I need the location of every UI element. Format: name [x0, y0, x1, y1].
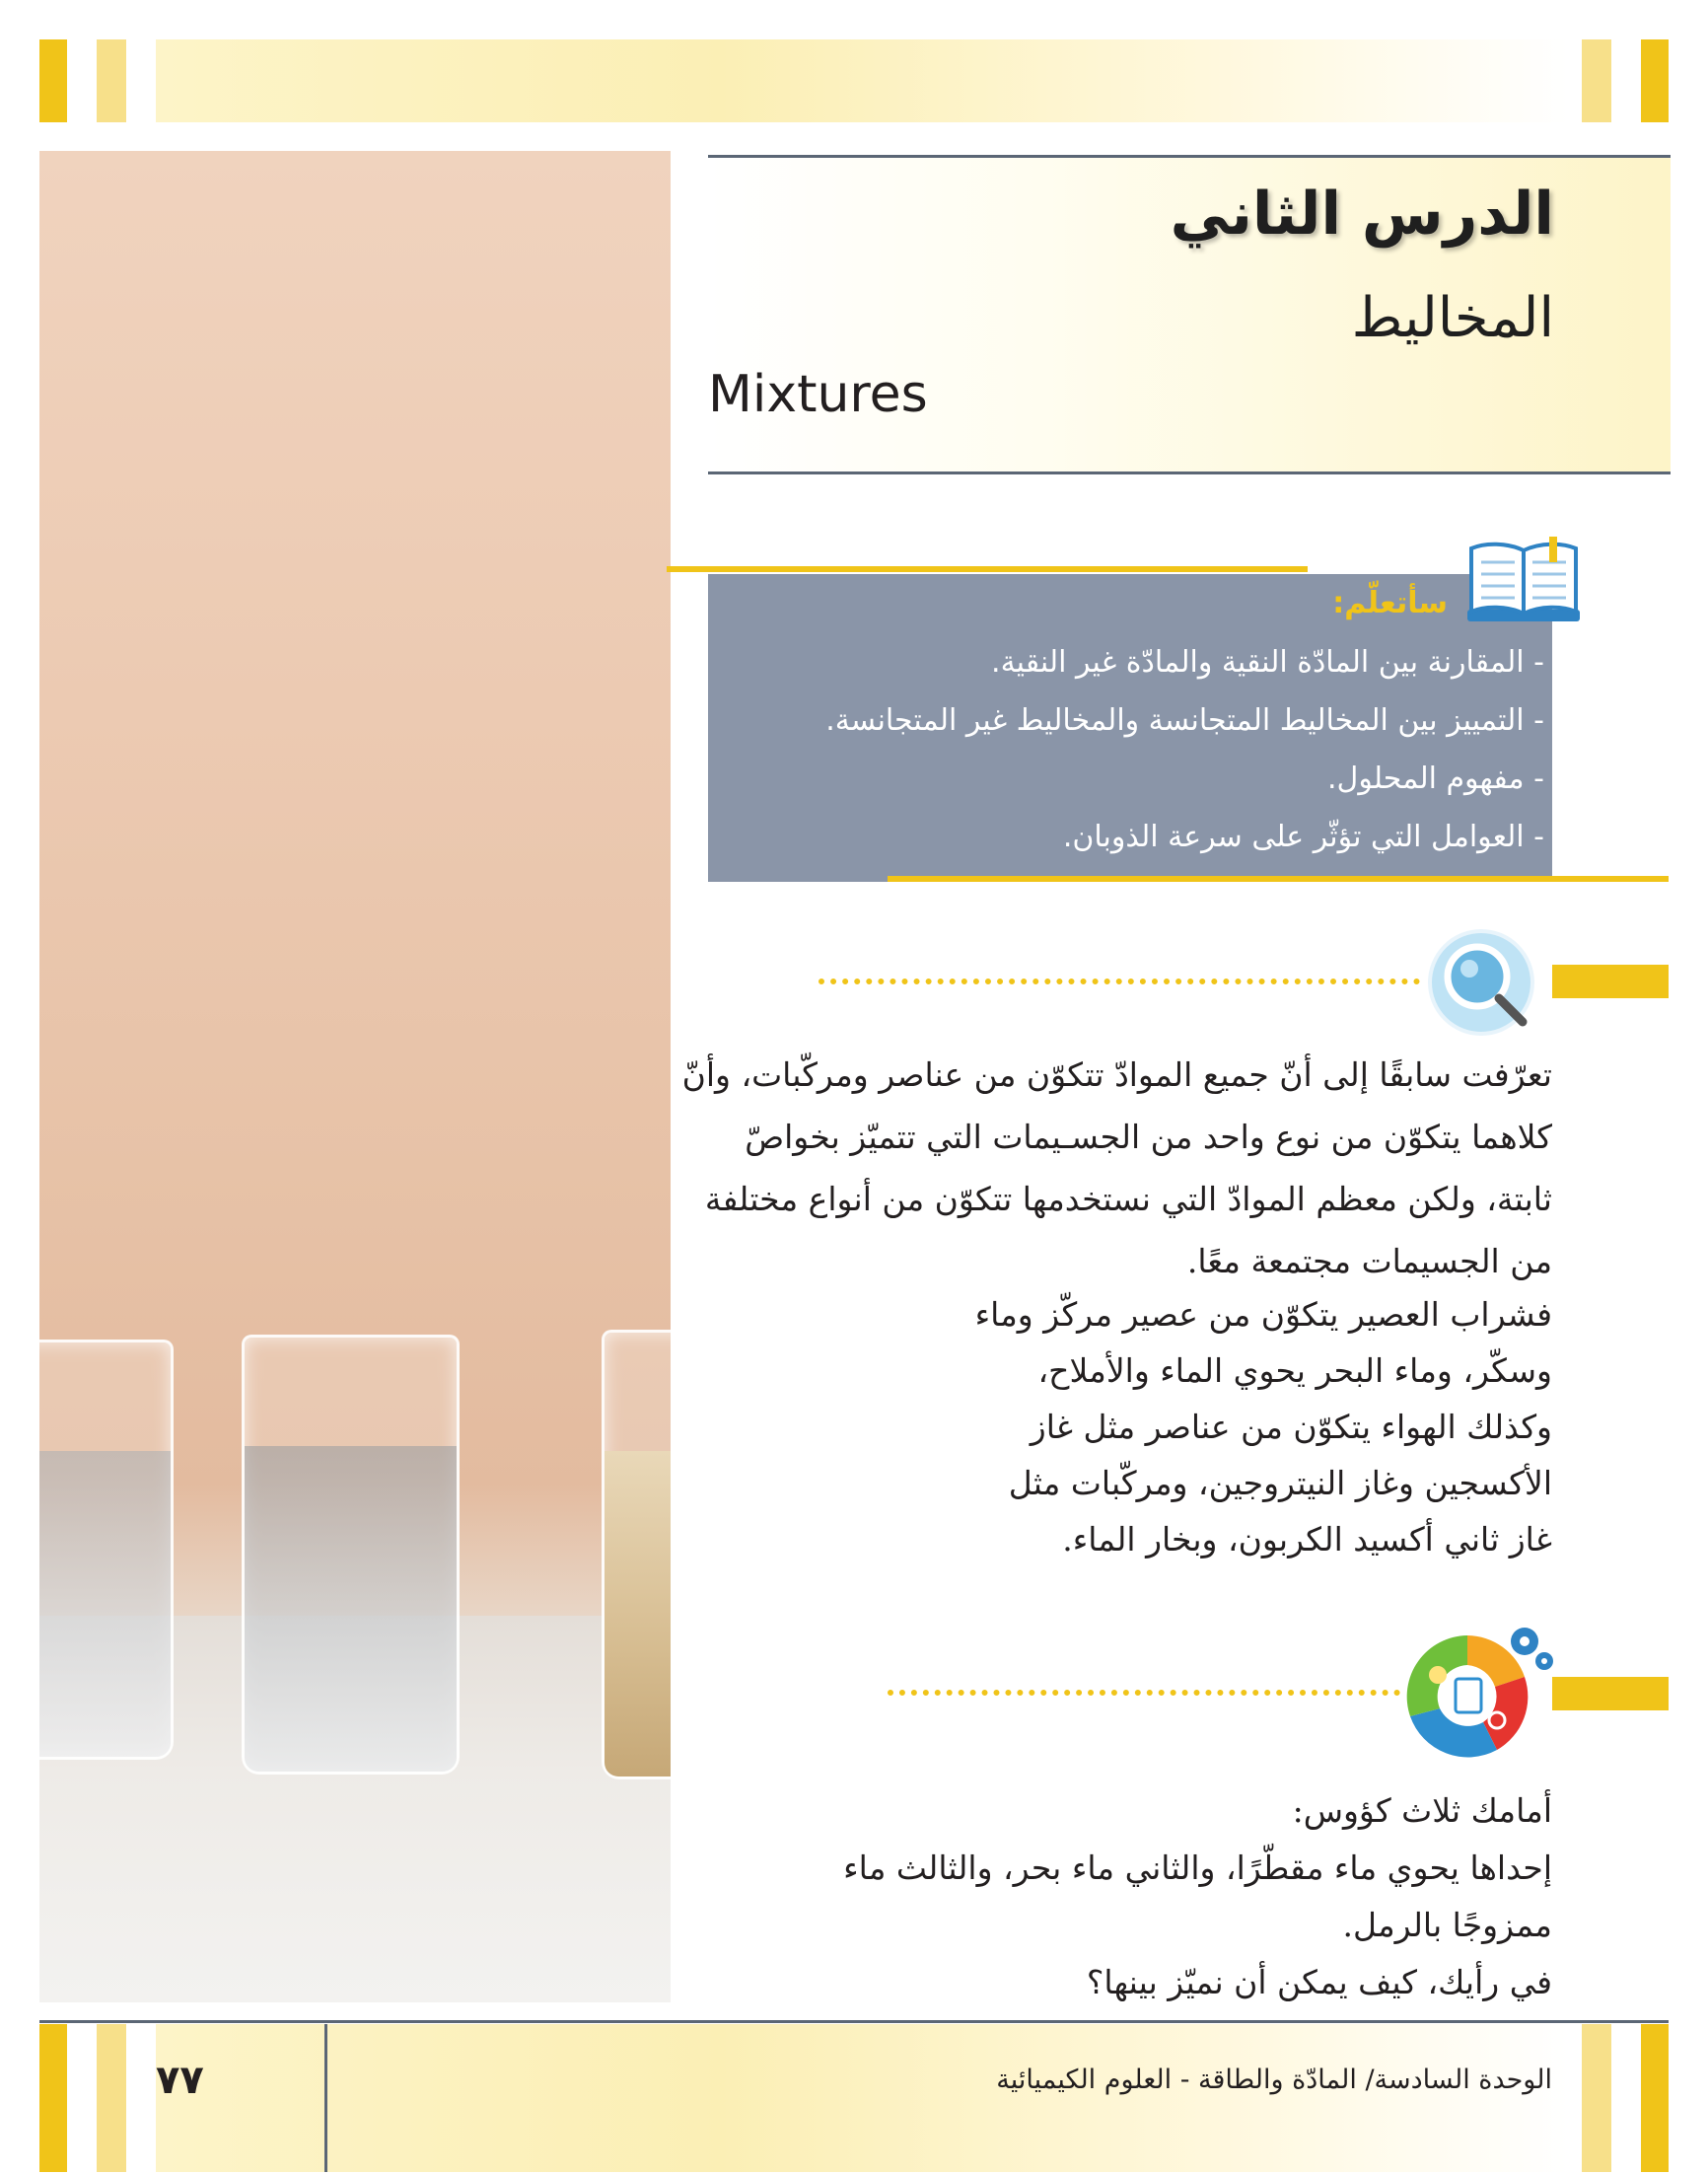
lesson-subtitle-arabic: المخاليط — [1351, 286, 1554, 350]
objectives-bottom-line — [888, 876, 1669, 882]
activity-line: إحداها يحوي ماء مقطّرًا، والثاني ماء بحر، والثالث ماء — [843, 1849, 1552, 1887]
glasses-photo — [39, 151, 671, 2002]
glass-sea-water — [242, 1335, 460, 1775]
footer-right-pale-bar — [1582, 2024, 1611, 2172]
lesson-title: الدرس الثاني — [1170, 180, 1554, 249]
intro-line: تعرّفت سابقًا إلى أنّ جميع الموادّ تتكوّن من عناصر ومركّبات، وأنّ — [681, 1055, 1552, 1094]
top-left-pale-bar — [97, 39, 126, 122]
intro-line: من الجسيمات مجتمعة معًا. — [1186, 1242, 1552, 1280]
title-top-rule — [708, 155, 1671, 158]
activity-dotted-divider — [888, 1690, 1400, 1696]
intro-line: ثابتة، ولكن معظم الموادّ التي نستخدمها تتكوّن من أنواع مختلفة — [704, 1180, 1552, 1218]
title-bottom-rule — [708, 471, 1671, 474]
intro-line: وسكّر، وماء البحر يحوي الماء والأملاح، — [1037, 1351, 1552, 1390]
glass-distilled-water — [39, 1340, 174, 1760]
lesson-subtitle-english: Mixtures — [708, 365, 928, 424]
intro-line: الأكسجين وغاز النيتروجين، ومركّبات مثل — [1008, 1464, 1552, 1502]
objective-item: - التمييز بين المخاليط المتجانسة والمخاليط غير المتجانسة. — [825, 703, 1544, 738]
glass-sand-water — [602, 1330, 671, 1779]
footer-band — [156, 2024, 1568, 2172]
footer-unit-text: الوحدة السادسة/ المادّة والطاقة - العلوم الكيميائية — [996, 2065, 1552, 2095]
footer-left-yellow-bar — [39, 2024, 67, 2172]
activity-line: ممزوجًا بالرمل. — [1342, 1906, 1552, 1944]
footer-left-pale-bar — [97, 2024, 126, 2172]
footer-rule — [39, 2020, 1669, 2023]
intro-dotted-divider — [818, 979, 1420, 984]
footer-separator — [324, 2024, 327, 2172]
objective-item: - المقارنة بين المادّة النقية والمادّة غير النقية. — [991, 645, 1544, 680]
thinking-cycle-icon — [1398, 1618, 1556, 1766]
top-left-yellow-bar — [39, 39, 67, 122]
intro-yellow-tab — [1552, 965, 1669, 998]
objective-item: - مفهوم المحلول. — [1327, 761, 1544, 796]
activity-yellow-tab — [1552, 1677, 1669, 1710]
intro-line: فشراب العصير يتكوّن من عصير مركّز وماء — [974, 1295, 1552, 1334]
objectives-top-line — [667, 566, 1308, 572]
open-book-icon — [1463, 537, 1584, 625]
activity-line: أمامك ثلاث كؤوس: — [1292, 1791, 1552, 1830]
objective-item: - العوامل التي تؤثّر على سرعة الذوبان. — [1062, 820, 1544, 854]
intro-line: كلاهما يتكوّن من نوع واحد من الجسـيمات التي تتميّز بخواصّ — [745, 1118, 1552, 1156]
page-number: ٧٧ — [156, 2058, 204, 2103]
top-right-pale-bar — [1582, 39, 1611, 122]
objectives-heading: سأتعلّم: — [1332, 586, 1448, 620]
top-right-yellow-bar — [1641, 39, 1669, 122]
intro-line: وكذلك الهواء يتكوّن من عناصر مثل غاز — [1030, 1408, 1552, 1446]
intro-line: غاز ثاني أكسيد الكربون، وبخار الماء. — [1062, 1520, 1552, 1559]
top-header-band — [156, 39, 1568, 122]
magnifier-icon — [1424, 925, 1542, 1044]
activity-line: في رأيك، كيف يمكن أن نميّز بينها؟ — [1086, 1963, 1552, 2001]
footer-right-yellow-bar — [1641, 2024, 1669, 2172]
